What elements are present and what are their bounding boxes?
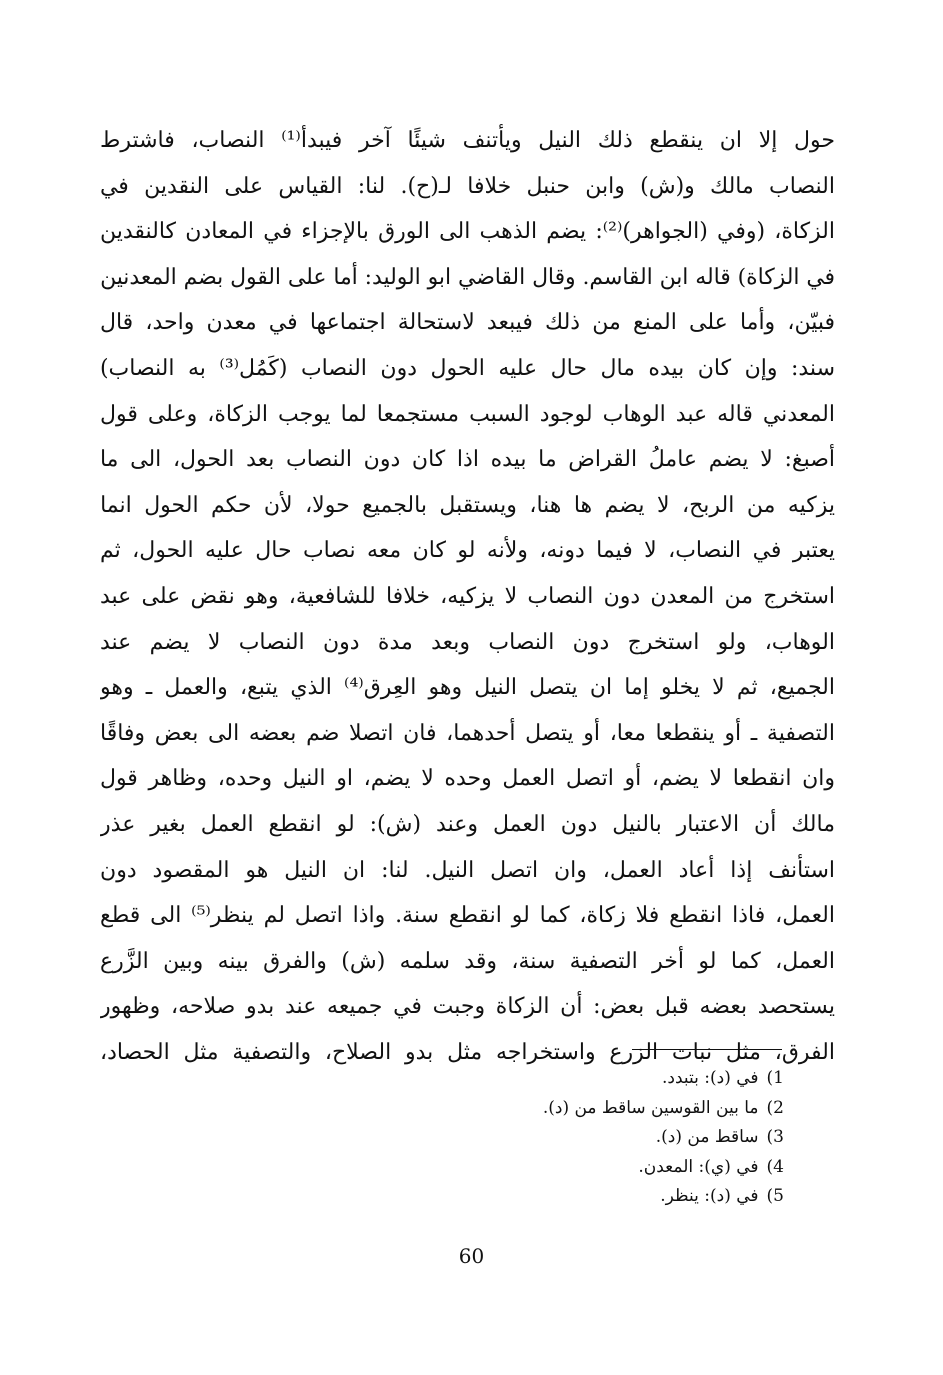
text-line: النصاب مالك و(ش) وابن حنبل خلافا لـ(ح). لنا: القياس على النقدين في: [100, 173, 835, 199]
footnote-text: في (د): ينظر.: [660, 1186, 759, 1207]
main-text: [100, 118, 835, 1075]
footnote-text: ساقط من (د).: [655, 1127, 759, 1148]
text-line: وان انقطعا لا يضم، أو اتصل العمل وحده لا يضم، او النيل وحده، وظاهر قول: [100, 766, 835, 792]
footnote-item: [400, 1182, 784, 1212]
text-line: الوهاب، ولو استخرج دون النصاب وبعد مدة دون النصاب لا يضم عند: [100, 629, 835, 655]
text-line: استخرج من المعدن دون النصاب لا يزكيه، خلافا للشافعية، وهو نقض على عبد: [100, 583, 835, 609]
text-line: في الزكاة) قاله ابن القاسم. وقال القاضي ابو الوليد: أما على القول بضم المعدنين: [100, 264, 835, 290]
text-line: فبيّن، وأما على المنع من ذلك فيبعد لاستحالة اجتماعها في معدن واحد، قال: [100, 310, 835, 336]
text-line: سند: وإن كان بيده مال حال عليه الحول دون النصاب (كَمُل⁽³⁾ به النصاب): [100, 355, 835, 381]
text-line: الفرق، مثل نبات الزرع واستخراجه مثل بدو الصلاح، والتصفية مثل الحصاد،: [100, 1039, 835, 1065]
text-line: الزكاة، (وفي (الجواهر)⁽²⁾: يضم الذهب الى الورق بالإجزاء في المعادن كالنقدين: [100, 219, 835, 245]
footnote-text: ما بين القوسين ساقط من (د).: [542, 1097, 759, 1118]
text-line: حول إلا ان ينقطع ذلك النيل ويأتنف شيئًا آخر فيبدأ⁽¹⁾ النصاب، فاشترط: [100, 128, 835, 153]
footnote-number: 5): [766, 1186, 784, 1207]
footnote-text: في (ي): المعدن.: [638, 1156, 759, 1177]
footnote-item: [400, 1153, 784, 1183]
text-line: استأنف إذا أعاد العمل، وان اتصل النيل. لنا: ان النيل هو المقصود دون: [100, 857, 835, 883]
footnote-item: [400, 1123, 784, 1153]
footnote-item: [400, 1064, 784, 1094]
footnote-number: 1): [766, 1068, 784, 1088]
text-line: مالك أن الاعتبار بالنيل دون العمل وعند (ش): لو انقطع العمل بغير عذر: [100, 811, 835, 837]
page-number: 60: [458, 1244, 485, 1268]
footnote-number: 3): [766, 1127, 784, 1148]
text-line: التصفية ـ أو ينقطعا معا، أو يتصل أحدهما، فان اتصلا ضم بعضه الى بعض وفاقًا: [100, 720, 835, 746]
text-line: المعدني قاله عبد الوهاب لوجود السبب مستجمعا لما يوجب الزكاة، وعلى قول: [100, 401, 835, 427]
footnote-number: 4): [766, 1156, 784, 1177]
footnote-number: 2): [766, 1097, 784, 1118]
text-line: العمل، فاذا انقطع فلا زكاة، كما لو انقطع سنة. واذا اتصل لم ينظر⁽⁵⁾ الى قطع: [100, 903, 835, 929]
footnote-separator: [632, 1049, 782, 1050]
text-line: يزكيه من الربح، لا يضم ها هنا، ويستقبل بالجميع حولا، لأن حكم الحول انما: [100, 492, 835, 518]
text-line: يستحصد بعضه قبل بعض: أن الزكاة وجبت في جميعه عند بدو صلاحه، وظهور: [100, 994, 835, 1020]
text-line: الجميع، ثم لا يخلو إما ان يتصل النيل وهو العِرق⁽⁴⁾ الذي يتبع، والعمل ـ وهو: [100, 675, 835, 701]
footnotes-list: [400, 1064, 784, 1212]
text-line: يعتبر في النصاب، لا فيما دونه، ولأنه لو كان معه نصاب حال عليه الحول، ثم: [100, 538, 835, 564]
footnote-item: [400, 1094, 784, 1124]
text-line: العمل، كما لو أخر التصفية سنة، وقد سلمه (ش) والفرق بينه وبين الزَّرع: [100, 948, 835, 974]
text-line: أصبغ: لا يضم عاملُ القراض ما بيده اذا كان دون النصاب بعد الحول، الى ما: [100, 447, 835, 473]
footnote-text: في (د): بتبدد.: [661, 1068, 759, 1088]
